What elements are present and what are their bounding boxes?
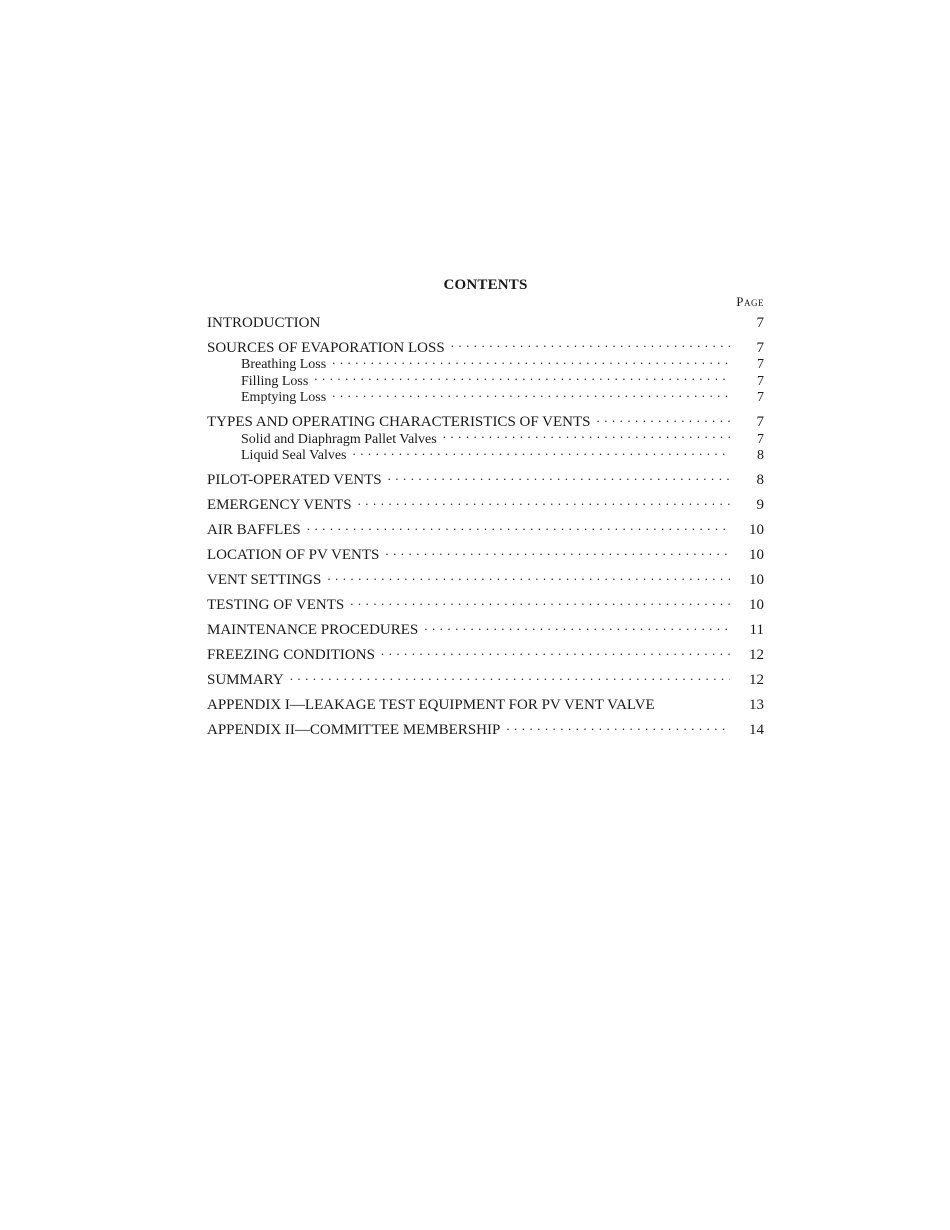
leader-space: [661, 693, 730, 710]
toc-entry-page: 7: [756, 314, 764, 331]
toc-entry-emergency-vents[interactable]: [207, 493, 764, 513]
page-title: CONTENTS: [443, 277, 528, 293]
dot-leader: [327, 568, 730, 585]
toc-entry-label: LOCATION OF PV VENTS: [207, 547, 380, 563]
dot-leader: [332, 352, 730, 369]
toc-entry-maintenance-procedures[interactable]: [207, 618, 764, 638]
dot-leader: [506, 718, 730, 735]
toc-entry-location-of-pv-vents[interactable]: [207, 543, 764, 563]
toc-entry-label: MAINTENANCE PROCEDURES: [207, 622, 419, 638]
dot-leader: [424, 618, 730, 635]
toc-entry-label: VENT SETTINGS: [207, 572, 322, 588]
toc-entry-page: 7: [757, 390, 764, 405]
toc-entry-label: FREEZING CONDITIONS: [207, 647, 375, 663]
toc-entry-introduction[interactable]: [207, 310, 764, 331]
toc-entry-appendix-ii[interactable]: [207, 718, 764, 738]
dot-leader: [385, 543, 730, 560]
dot-leader: [443, 426, 730, 443]
toc-entry-page: 14: [749, 722, 764, 738]
dot-leader: [451, 335, 730, 352]
toc-entry-page: 9: [756, 497, 764, 513]
page-column-heading: Page: [736, 294, 764, 309]
toc-entry-air-baffles[interactable]: [207, 518, 764, 538]
toc-entry-page: 13: [749, 697, 764, 713]
toc-entry-label: SOURCES OF EVAPORATION LOSS: [207, 339, 445, 356]
toc-entry-label: TYPES AND OPERATING CHARACTERISTICS OF VENTS: [207, 414, 591, 430]
toc-entry-page: 7: [757, 373, 764, 389]
table-of-contents: [207, 276, 764, 738]
dot-leader: [332, 385, 730, 402]
toc-entry-summary[interactable]: [207, 668, 764, 688]
toc-entry-page: 7: [757, 357, 764, 372]
dot-leader: [353, 443, 730, 460]
toc-entry-page: 10: [749, 572, 764, 588]
toc-entry-page: 7: [756, 414, 764, 430]
toc-entry-testing-of-vents[interactable]: [207, 593, 764, 613]
toc-entry-page: 7: [756, 339, 764, 356]
toc-entry-label: PILOT-OPERATED VENTS: [207, 472, 382, 488]
toc-entry-page: 11: [749, 622, 764, 638]
dot-leader: [307, 518, 730, 535]
dot-leader: [350, 593, 730, 610]
toc-entry-page: 12: [749, 647, 764, 663]
toc-entry-page: 7: [757, 431, 764, 447]
toc-entry-label: APPENDIX II—COMMITTEE MEMBERSHIP: [207, 722, 501, 738]
toc-entry-label: INTRODUCTION: [207, 314, 321, 331]
toc-entry-label: SUMMARY: [207, 672, 284, 688]
toc-entry-vent-settings[interactable]: [207, 568, 764, 588]
toc-entry-page: 8: [757, 448, 764, 463]
dot-leader: [597, 410, 730, 427]
leader-space: [326, 310, 730, 327]
toc-entry-page: 10: [749, 597, 764, 613]
toc-entry-label: APPENDIX I—LEAKAGE TEST EQUIPMENT FOR PV VENT VALVE: [207, 697, 655, 713]
toc-entry-label: Filling Loss: [241, 373, 309, 389]
toc-entry-page: 10: [749, 522, 764, 538]
dot-leader: [381, 643, 730, 660]
toc-entry-freezing-conditions[interactable]: [207, 643, 764, 663]
toc-entry-sources-of-evaporation-loss[interactable]: [207, 335, 764, 356]
toc-entry-label: TESTING OF VENTS: [207, 597, 345, 613]
dot-leader: [388, 468, 730, 485]
dot-leader: [290, 668, 730, 685]
toc-entry-page: 12: [749, 672, 764, 688]
toc-entry-pilot-operated-vents[interactable]: [207, 468, 764, 488]
toc-entry-page: 10: [749, 547, 764, 563]
toc-entry-label: Liquid Seal Valves: [241, 448, 347, 463]
toc-entry-label: Emptying Loss: [241, 390, 327, 405]
toc-entry-appendix-i[interactable]: [207, 693, 764, 713]
toc-entry-label: Solid and Diaphragm Pallet Valves: [241, 431, 437, 447]
toc-entry-label: Breathing Loss: [241, 357, 327, 372]
toc-entry-label: EMERGENCY VENTS: [207, 497, 352, 513]
toc-entry-label: AIR BAFFLES: [207, 522, 301, 538]
toc-entry-page: 8: [756, 472, 764, 488]
dot-leader: [314, 368, 730, 385]
dot-leader: [358, 493, 730, 510]
toc-entry-types-and-operating-characteristics[interactable]: [207, 410, 764, 430]
